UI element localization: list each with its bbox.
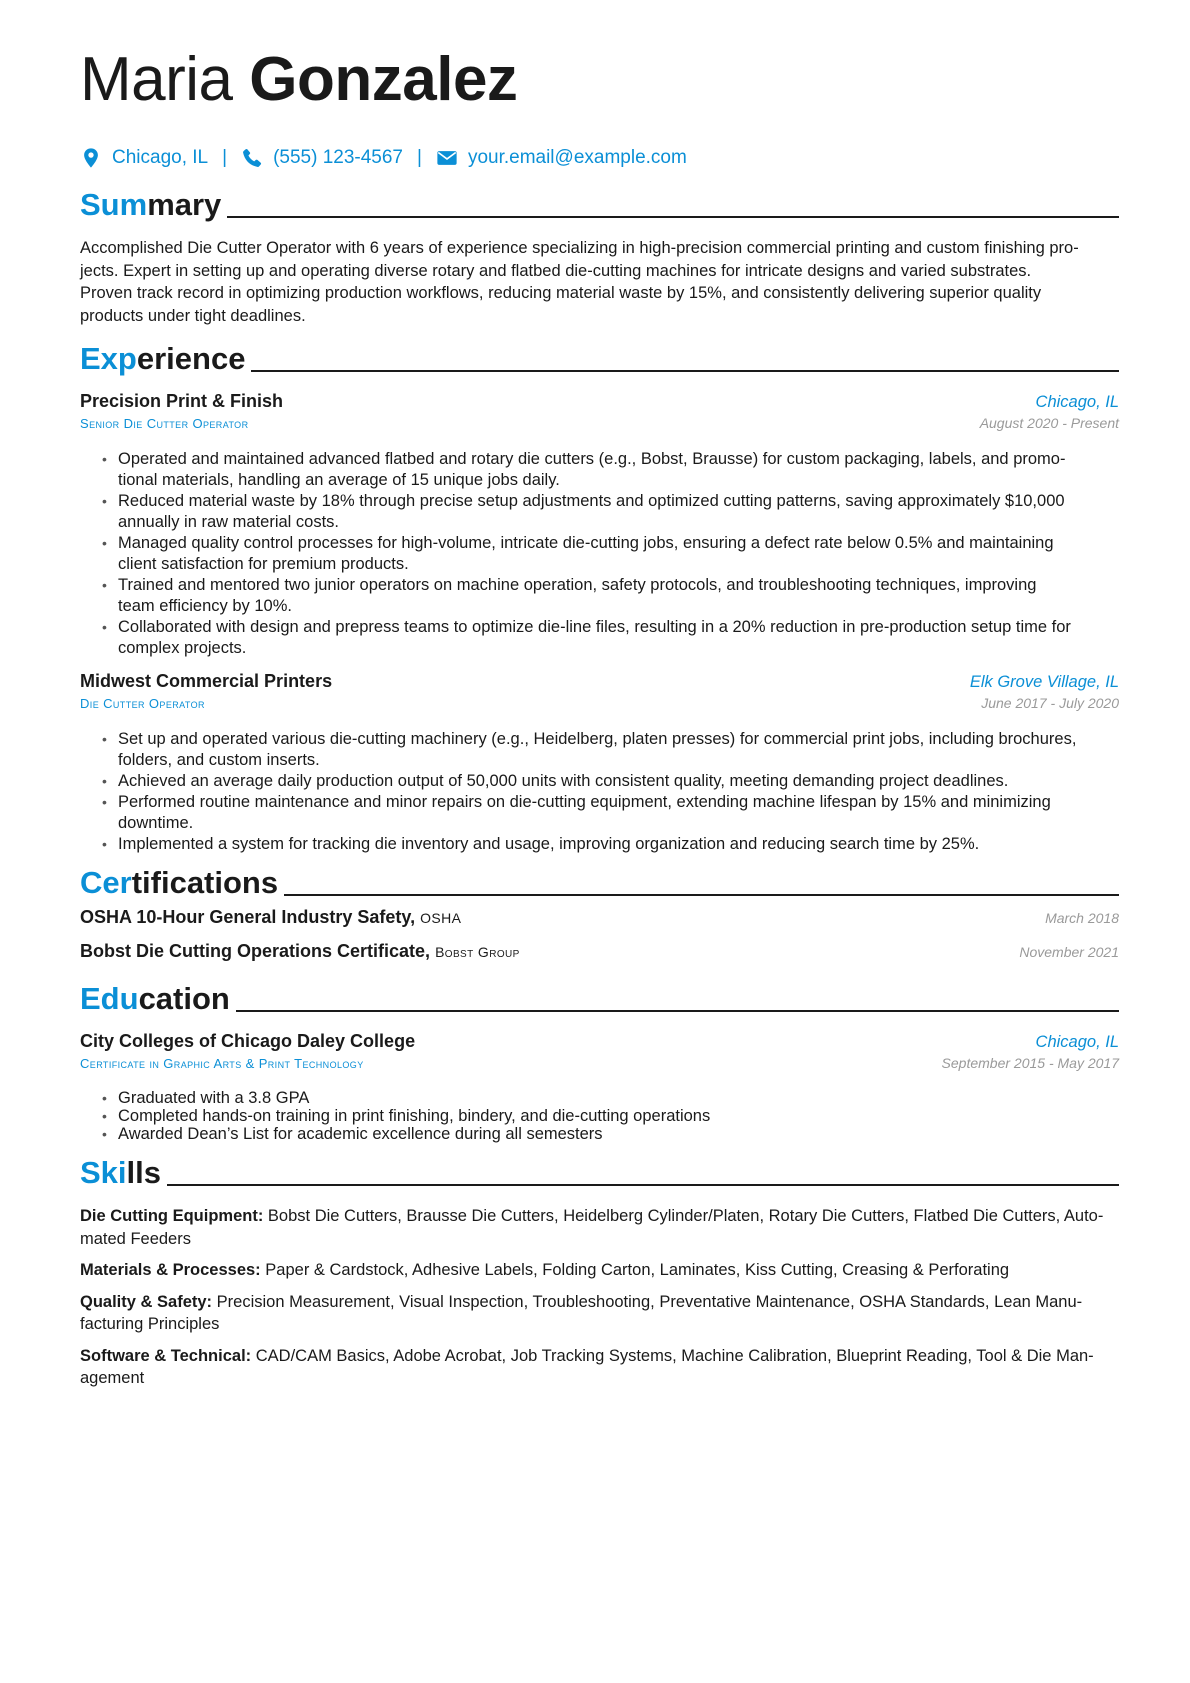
section-certifications-header xyxy=(80,861,1119,901)
education-header xyxy=(80,1031,1119,1055)
section-title-accent: Exp xyxy=(80,341,137,376)
bullet-line: • Collaborated with design and prepress teams to optimize die-line files, resulting in a 20% reduction in pre-production setup time for xyxy=(118,618,1071,636)
skill-label: Software & Technical: xyxy=(80,1346,252,1365)
section-summary-header xyxy=(80,183,1119,223)
bullet-line: • Trained and mentored two junior operators on machine operation, safety protocols, and troubleshooting techniques, improving xyxy=(118,576,1037,594)
job-dates: June 2017 - July 2020 xyxy=(981,695,1119,711)
job-subheader xyxy=(80,415,1119,435)
contact-line xyxy=(80,144,1119,172)
section-title xyxy=(80,1155,161,1191)
job-entry xyxy=(80,391,1119,659)
bullet-line: client satisfaction for premium products. xyxy=(118,555,409,573)
skill-values-cont: mated Feeders xyxy=(80,1229,191,1248)
skill-values: Paper & Cardstock, Adhesive Labels, Folding Carton, Laminates, Kiss Cutting, Creasing & Perforating xyxy=(265,1261,1010,1279)
skills-list xyxy=(80,1205,1119,1390)
bullet-line: downtime. xyxy=(118,814,194,832)
list-item: • Awarded Dean’s List for academic excellence during all semesters xyxy=(118,1125,1119,1143)
bullet-line: • Set up and operated various die-cutting machinery (e.g., Heidelberg, platen presses) for commercial print jobs, including brochures, xyxy=(118,730,1077,748)
location-text: Chicago, IL xyxy=(112,147,209,168)
skill-label: Materials & Processes: xyxy=(80,1261,261,1279)
cert-issuer: OSHA xyxy=(420,910,462,926)
phone-text: (555) 123-4567 xyxy=(273,147,403,168)
summary-line: products under tight deadlines. xyxy=(80,306,306,325)
skill-row xyxy=(80,1291,1119,1336)
section-title xyxy=(80,187,221,223)
job-location: Chicago, IL xyxy=(1035,393,1119,411)
skill-label: Die Cutting Equipment: xyxy=(80,1207,264,1225)
job-header xyxy=(80,391,1119,415)
bullet-line: • Reduced material waste by 18% through precise setup adjustments and optimized cutting patterns, saving approximately $10,000 xyxy=(118,492,1065,510)
section-title-rest: mary xyxy=(147,187,222,222)
section-title-accent: Cer xyxy=(80,865,132,900)
job-dates: August 2020 - Present xyxy=(979,415,1119,431)
school-location: Chicago, IL xyxy=(1035,1033,1119,1051)
summary-line: jects. Expert in setting up and operating diverse rotary and flatbed die-cutting machines for intricate designs and varied substrates. xyxy=(80,261,1032,280)
section-rule xyxy=(227,216,1119,218)
job-company: Midwest Commercial Printers xyxy=(80,671,333,691)
education-dates: September 2015 - May 2017 xyxy=(941,1055,1119,1071)
section-title-accent: Edu xyxy=(80,981,139,1016)
list-item xyxy=(118,834,1119,855)
cert-row xyxy=(80,941,1119,975)
cert-row xyxy=(80,907,1119,941)
section-rule xyxy=(167,1184,1119,1186)
cert-date: November 2021 xyxy=(1019,944,1119,960)
section-experience-header xyxy=(80,337,1119,377)
job-header xyxy=(80,671,1119,695)
section-title xyxy=(80,981,230,1017)
contact-email[interactable] xyxy=(436,147,687,169)
bullet-line: • Achieved an average daily production output of 50,000 units with consistent quality, meeting demanding project deadlines. xyxy=(118,772,1009,790)
summary-text xyxy=(80,237,1119,327)
section-rule xyxy=(251,370,1119,372)
list-item: • Graduated with a 3.8 GPA xyxy=(118,1089,1119,1107)
section-title-accent: Sum xyxy=(80,187,148,222)
phone-icon xyxy=(241,147,263,169)
section-title-rest: tifications xyxy=(131,865,279,900)
skill-label: Quality & Safety: xyxy=(80,1292,213,1311)
section-title-rest: erience xyxy=(136,341,246,376)
list-item xyxy=(118,449,1119,491)
email-link: your.email@example.com xyxy=(467,147,687,168)
list-item xyxy=(118,617,1119,659)
bullet-line: • Implemented a system for tracking die inventory and usage, improving organization and reducing search time by 25%. xyxy=(118,835,980,853)
cert-name: OSHA 10-Hour General Industry Safety xyxy=(80,907,411,927)
cert-name: Bobst Die Cutting Operations Certificate xyxy=(80,941,426,961)
list-item xyxy=(118,729,1119,771)
certifications-list xyxy=(80,907,1119,975)
job-role: Senior Die Cutter Operator xyxy=(80,416,249,431)
bullet-line: annually in raw material costs. xyxy=(118,513,340,531)
cert-title: Bobst Die Cutting Operations Certificate, Bobst Group xyxy=(80,941,520,961)
contact-phone[interactable] xyxy=(241,147,403,169)
resume-page xyxy=(80,40,1119,1399)
list-item xyxy=(118,792,1119,834)
list-item xyxy=(118,491,1119,533)
education-entry xyxy=(80,1031,1119,1143)
skill-values-cont: agement xyxy=(80,1369,145,1387)
skill-row xyxy=(80,1205,1119,1250)
list-item xyxy=(118,533,1119,575)
bullet-line: • Managed quality control processes for high-volume, intricate die-cutting jobs, ensuring a defect rate below 0.5% and maintaining xyxy=(118,534,1054,552)
job-bullets xyxy=(80,449,1119,659)
bullet-line: team efficiency by 10%. xyxy=(118,597,292,615)
job-company: Precision Print & Finish xyxy=(80,391,284,411)
skill-values-cont: facturing Principles xyxy=(80,1315,220,1333)
job-location: Elk Grove Village, IL xyxy=(969,673,1119,691)
job-subheader xyxy=(80,695,1119,715)
program-name: Certificate in Graphic Arts & Print Technology xyxy=(80,1056,364,1071)
cert-issuer: Bobst Group xyxy=(435,944,520,960)
contact-separator: | xyxy=(417,147,422,168)
education-bullets xyxy=(80,1089,1119,1143)
job-role: Die Cutter Operator xyxy=(80,696,205,711)
list-item: • Completed hands-on training in print finishing, bindery, and die-cutting operations xyxy=(118,1107,1119,1125)
job-entry xyxy=(80,671,1119,855)
first-name: Maria xyxy=(80,45,233,114)
section-rule xyxy=(236,1010,1119,1012)
section-title-rest: cation xyxy=(138,981,230,1016)
bullet-line: • Operated and maintained advanced flatbed and rotary die cutters (e.g., Bobst, Brausse) for custom packaging, labels, and promo- xyxy=(118,450,1066,468)
section-title xyxy=(80,341,245,377)
section-skills-header xyxy=(80,1151,1119,1191)
section-education-header xyxy=(80,977,1119,1017)
cert-date: March 2018 xyxy=(1045,910,1119,926)
skill-values: CAD/CAM Basics, Adobe Acrobat, Job Tracking Systems, Machine Calibration, Blueprint Reading, Tool & Die Man- xyxy=(255,1346,1094,1365)
section-title-rest: lls xyxy=(126,1155,161,1190)
section-rule xyxy=(284,894,1119,896)
skill-row xyxy=(80,1259,1119,1282)
bullet-line: folders, and custom inserts. xyxy=(118,751,320,769)
bullet-line: • Performed routine maintenance and minor repairs on die-cutting equipment, extending machine lifespan by 15% and minimizing xyxy=(118,793,1051,811)
skill-row xyxy=(80,1345,1119,1390)
list-item xyxy=(118,575,1119,617)
contact-separator: | xyxy=(222,147,228,168)
map-marker-icon xyxy=(80,147,102,169)
school-name: City Colleges of Chicago Daley College xyxy=(80,1031,416,1051)
summary-line: Accomplished Die Cutter Operator with 6 years of experience specializing in high-precision commercial printing and custom finishing pro- xyxy=(80,239,1079,257)
summary-line: Proven track record in optimizing production workflows, reducing material waste by 15%, and consistently delivering superior quality xyxy=(80,284,1042,302)
skill-values: Precision Measurement, Visual Inspection, Troubleshooting, Preventative Maintenance, OSHA Standards, Lean Manu- xyxy=(216,1292,1083,1311)
section-title-accent: Ski xyxy=(80,1155,127,1190)
contact-location xyxy=(80,147,208,169)
bullet-line: tional materials, handling an average of 15 unique jobs daily. xyxy=(118,471,560,489)
cert-title: OSHA 10-Hour General Industry Safety, OSHA xyxy=(80,907,462,927)
candidate-name xyxy=(80,40,1119,120)
last-name: Gonzalez xyxy=(249,45,518,114)
envelope-icon xyxy=(436,147,458,169)
education-subheader xyxy=(80,1055,1119,1075)
section-title xyxy=(80,865,278,901)
list-item xyxy=(118,771,1119,792)
job-bullets xyxy=(80,729,1119,855)
skill-values: Bobst Die Cutters, Brausse Die Cutters, Heidelberg Cylinder/Platen, Rotary Die Cutters, Flatbed Die Cutters, Auto- xyxy=(267,1207,1104,1225)
bullet-line: complex projects. xyxy=(118,639,247,657)
